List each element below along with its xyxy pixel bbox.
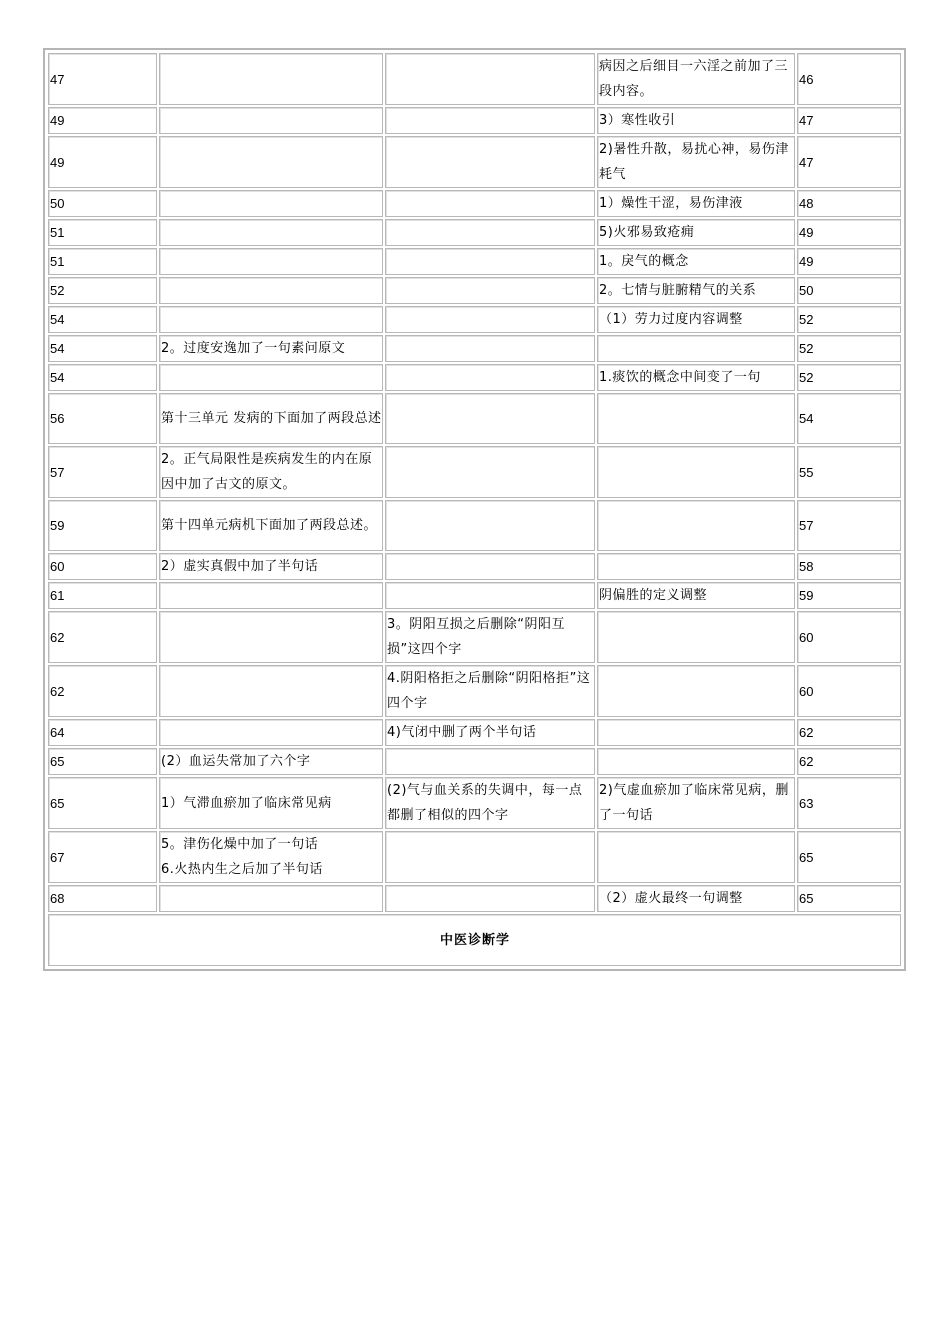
cell-change-c (597, 553, 795, 580)
cell-new-page: 49 (48, 136, 157, 188)
cell-change-a (159, 107, 383, 134)
cell-change-a (159, 885, 383, 912)
cell-new-page: 65 (48, 748, 157, 775)
cell-old-page: 52 (797, 335, 901, 362)
cell-old-page: 57 (797, 500, 901, 551)
table-row (48, 446, 901, 498)
revision-table (46, 51, 903, 968)
cell-change-a (159, 665, 383, 717)
table-row (48, 53, 901, 105)
table-row (48, 553, 901, 580)
cell-change-a: 1）气滞血瘀加了临床常见病 (159, 777, 383, 829)
cell-change-c: （1）劳力过度内容调整 (597, 306, 795, 333)
cell-old-page: 62 (797, 719, 901, 746)
cell-change-a: 2。正气局限性是疾病发生的内在原因中加了古文的原文。 (159, 446, 383, 498)
table-row (48, 107, 901, 134)
cell-change-c: （2）虚火最终一句调整 (597, 885, 795, 912)
cell-change-b (385, 446, 595, 498)
cell-change-a (159, 219, 383, 246)
revision-table-frame (43, 48, 906, 971)
cell-change-b (385, 582, 595, 609)
cell-new-page: 62 (48, 611, 157, 663)
cell-change-c (597, 748, 795, 775)
cell-change-b (385, 306, 595, 333)
cell-old-page: 48 (797, 190, 901, 217)
cell-change-b: (2)气与血关系的失调中，每一点都删了相似的四个字 (385, 777, 595, 829)
cell-change-c (597, 611, 795, 663)
cell-change-b (385, 248, 595, 275)
cell-change-c: 病因之后细目一六淫之前加了三段内容。 (597, 53, 795, 105)
table-row (48, 248, 901, 275)
table-row (48, 611, 901, 663)
cell-new-page: 65 (48, 777, 157, 829)
cell-old-page: 58 (797, 553, 901, 580)
cell-change-a (159, 277, 383, 304)
cell-change-c (597, 665, 795, 717)
cell-change-c (597, 446, 795, 498)
cell-old-page: 65 (797, 885, 901, 912)
cell-change-b: 4.阴阳格拒之后删除“阴阳格拒”这四个字 (385, 665, 595, 717)
cell-new-page: 64 (48, 719, 157, 746)
cell-new-page: 50 (48, 190, 157, 217)
cell-change-a (159, 719, 383, 746)
table-row (48, 831, 901, 883)
cell-change-c: 5)火邪易致疮痈 (597, 219, 795, 246)
cell-change-b (385, 277, 595, 304)
cell-change-b (385, 831, 595, 883)
cell-old-page: 60 (797, 665, 901, 717)
cell-new-page: 54 (48, 364, 157, 391)
cell-change-b (385, 500, 595, 551)
cell-new-page: 52 (48, 277, 157, 304)
cell-change-b: 4)气闭中删了两个半句话 (385, 719, 595, 746)
cell-change-c: 1.痰饮的概念中间变了一句 (597, 364, 795, 391)
cell-new-page: 47 (48, 53, 157, 105)
cell-change-a: 2）虚实真假中加了半句话 (159, 553, 383, 580)
table-row (48, 393, 901, 444)
cell-change-a (159, 248, 383, 275)
cell-change-c (597, 393, 795, 444)
cell-new-page: 57 (48, 446, 157, 498)
cell-change-a (159, 611, 383, 663)
cell-change-c: 1）燥性干涩，易伤津液 (597, 190, 795, 217)
footer-row (48, 914, 901, 966)
cell-change-a: 第十三单元 发病的下面加了两段总述 (159, 393, 383, 444)
table-row (48, 190, 901, 217)
cell-old-page: 59 (797, 582, 901, 609)
cell-change-c (597, 831, 795, 883)
cell-old-page: 47 (797, 136, 901, 188)
cell-change-a (159, 190, 383, 217)
cell-new-page: 49 (48, 107, 157, 134)
cell-change-b (385, 136, 595, 188)
cell-new-page: 67 (48, 831, 157, 883)
cell-change-c (597, 335, 795, 362)
section-title: 中医诊断学 (48, 914, 901, 966)
cell-change-a (159, 306, 383, 333)
cell-old-page: 55 (797, 446, 901, 498)
table-row (48, 500, 901, 551)
cell-new-page: 68 (48, 885, 157, 912)
table-row (48, 277, 901, 304)
cell-old-page: 63 (797, 777, 901, 829)
cell-old-page: 47 (797, 107, 901, 134)
cell-change-a (159, 582, 383, 609)
cell-old-page: 60 (797, 611, 901, 663)
cell-old-page: 52 (797, 364, 901, 391)
cell-change-c: 2。七情与脏腑精气的关系 (597, 277, 795, 304)
cell-old-page: 49 (797, 248, 901, 275)
cell-old-page: 46 (797, 53, 901, 105)
table-row (48, 665, 901, 717)
cell-change-b: 3。阴阳互损之后删除“阴阳互损”这四个字 (385, 611, 595, 663)
table-row (48, 719, 901, 746)
table-row (48, 885, 901, 912)
cell-change-a: 第十四单元病机下面加了两段总述。 (159, 500, 383, 551)
cell-change-c (597, 719, 795, 746)
table-row (48, 219, 901, 246)
cell-old-page: 62 (797, 748, 901, 775)
cell-new-page: 62 (48, 665, 157, 717)
cell-change-c: 2)气虚血瘀加了临床常见病，删了一句话 (597, 777, 795, 829)
table-row (48, 777, 901, 829)
cell-change-b (385, 393, 595, 444)
table-row (48, 364, 901, 391)
cell-new-page: 54 (48, 306, 157, 333)
cell-change-a: 5。津伤化燥中加了一句话 6.火热内生之后加了半句话 (159, 831, 383, 883)
cell-change-b (385, 107, 595, 134)
cell-new-page: 54 (48, 335, 157, 362)
cell-change-c: 3）寒性收引 (597, 107, 795, 134)
cell-change-b (385, 553, 595, 580)
cell-change-c: 2)暑性升散，易扰心神，易伤津耗气 (597, 136, 795, 188)
cell-change-b (385, 219, 595, 246)
table-row (48, 335, 901, 362)
cell-new-page: 60 (48, 553, 157, 580)
cell-new-page: 56 (48, 393, 157, 444)
cell-change-a (159, 136, 383, 188)
cell-new-page: 51 (48, 248, 157, 275)
cell-old-page: 52 (797, 306, 901, 333)
cell-change-a (159, 364, 383, 391)
table-body (48, 53, 901, 912)
cell-change-b (385, 364, 595, 391)
cell-change-b (385, 748, 595, 775)
table-row (48, 748, 901, 775)
cell-change-c: 1。戾气的概念 (597, 248, 795, 275)
cell-new-page: 61 (48, 582, 157, 609)
cell-old-page: 49 (797, 219, 901, 246)
cell-change-b (385, 885, 595, 912)
cell-change-a: 2。过度安逸加了一句素问原文 (159, 335, 383, 362)
cell-old-page: 65 (797, 831, 901, 883)
cell-change-b (385, 190, 595, 217)
table-row (48, 306, 901, 333)
cell-change-a (159, 53, 383, 105)
cell-change-c: 阴偏胜的定义调整 (597, 582, 795, 609)
table-row (48, 136, 901, 188)
cell-change-b (385, 53, 595, 105)
table-row (48, 582, 901, 609)
cell-old-page: 54 (797, 393, 901, 444)
cell-new-page: 51 (48, 219, 157, 246)
cell-new-page: 59 (48, 500, 157, 551)
cell-change-a: (2）血运失常加了六个字 (159, 748, 383, 775)
cell-change-c (597, 500, 795, 551)
cell-old-page: 50 (797, 277, 901, 304)
cell-change-b (385, 335, 595, 362)
